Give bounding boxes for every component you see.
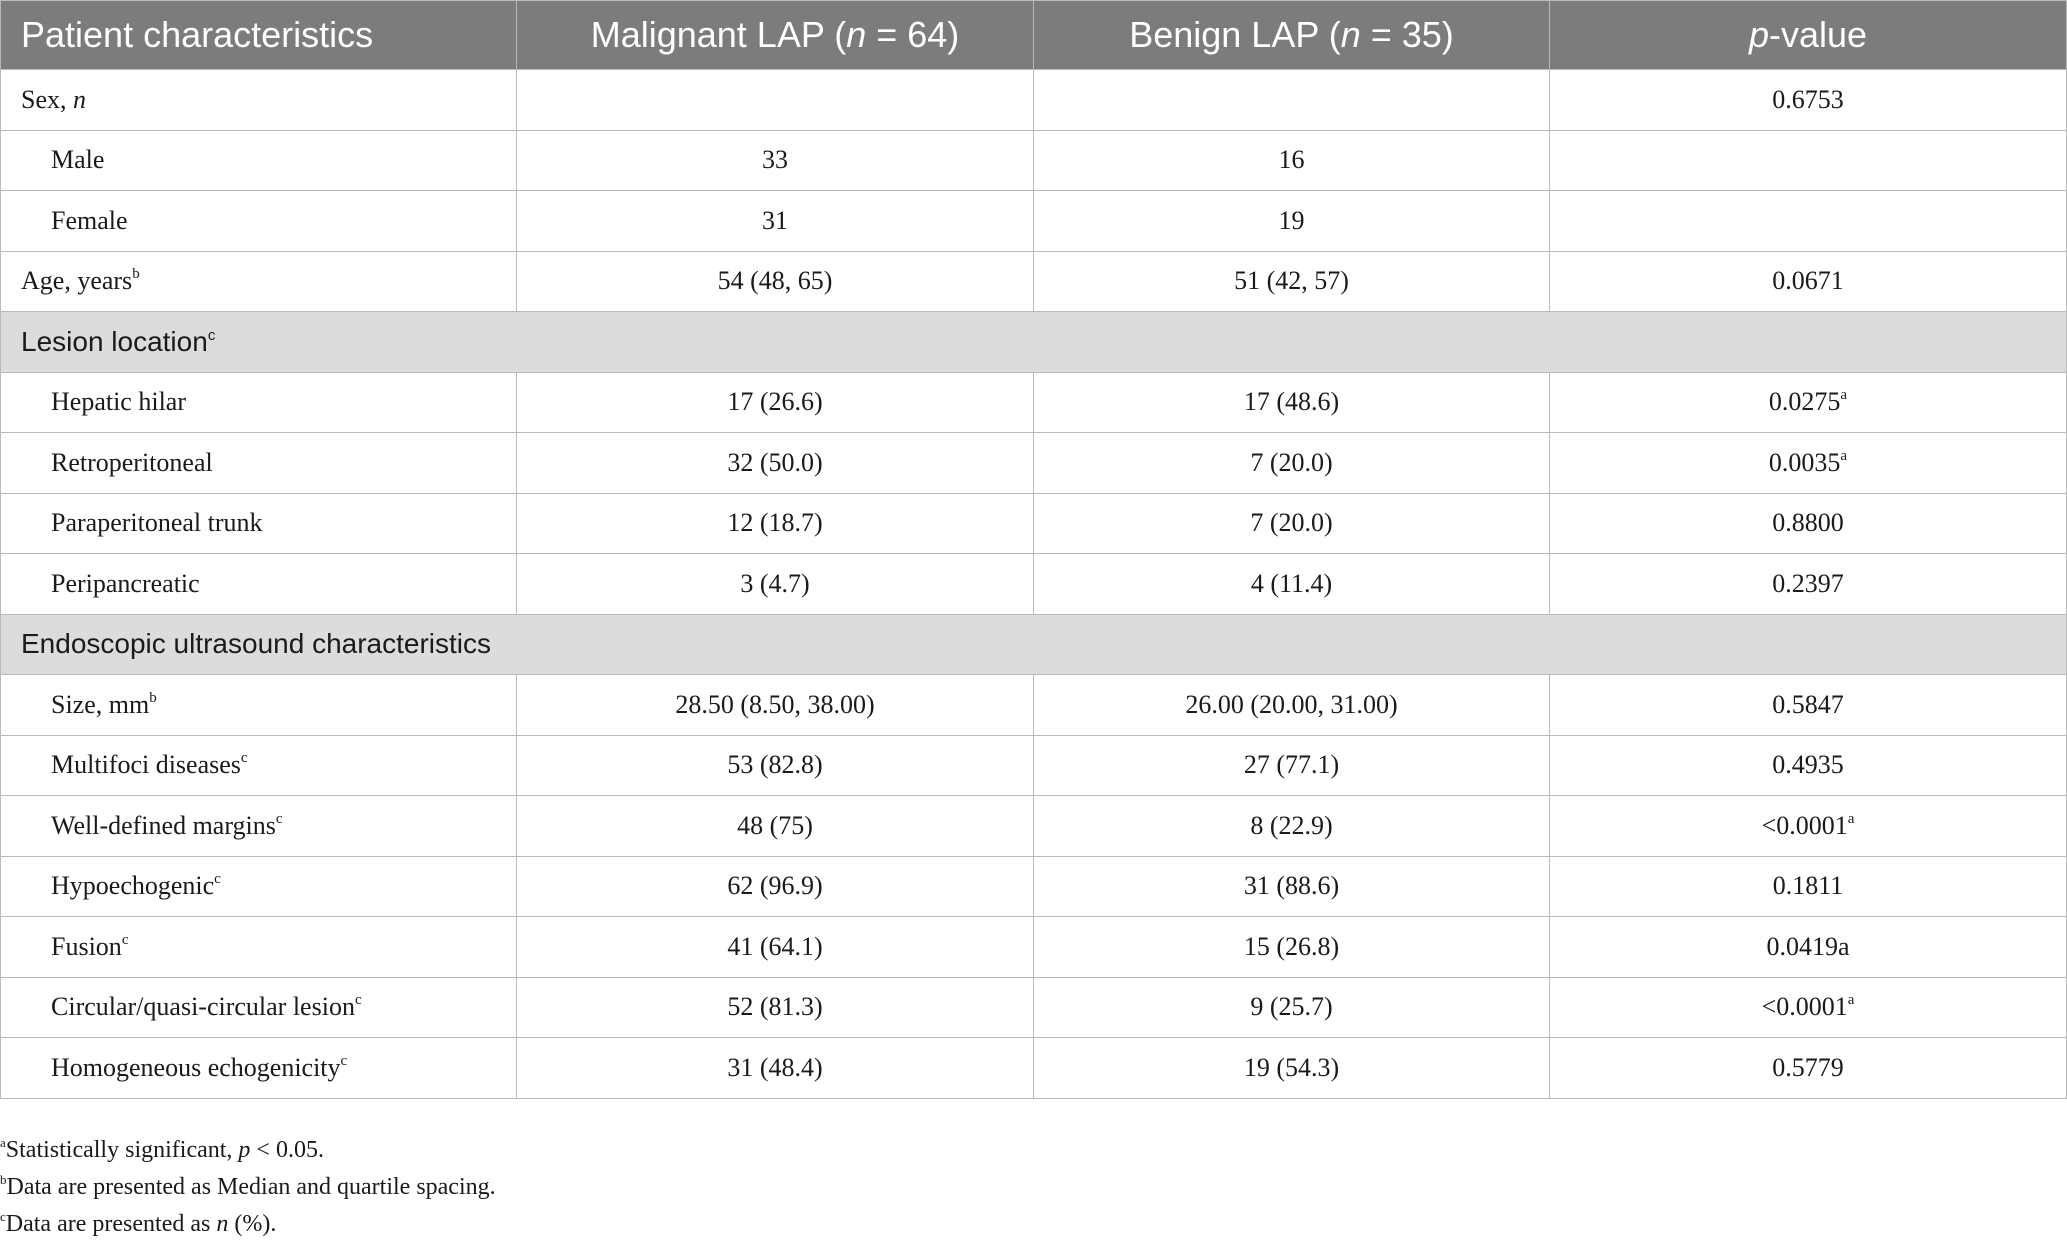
header-malignant-lap: Malignant LAP (n = 64): [517, 1, 1034, 70]
benign-value: [1034, 70, 1550, 131]
section-eus-characteristics: [1, 614, 2067, 675]
table-row-hepatic-hilar: [1, 372, 2067, 433]
malignant-value: 31: [517, 191, 1034, 252]
row-label: Multifoci diseases$^c$: [1, 735, 517, 796]
header-patient-characteristics: Patient characteristics: [1, 1, 517, 70]
row-label: Hypoechogenic$^c$: [1, 856, 517, 917]
row-label: Size, $mm^b$: [1, 675, 517, 736]
malignant-value: 41 (64.1): [517, 917, 1034, 978]
malignant-value: [517, 70, 1034, 131]
row-label: Female: [1, 191, 517, 252]
header-p-value: p-value: [1550, 1, 2067, 70]
benign-value: 7 (20.0): [1034, 433, 1550, 494]
benign-value: 8 (22.9): [1034, 796, 1550, 857]
malignant-value: 52 (81.3): [517, 977, 1034, 1038]
footnote-a: $^a$Statistically significant, p < 0.05.: [0, 1135, 324, 1163]
table-row-hypoechogenic: [1, 856, 2067, 917]
malignant-value: 17 (26.6): [517, 372, 1034, 433]
malignant-value: 48 (75): [517, 796, 1034, 857]
table-row-retroperitoneal: [1, 433, 2067, 494]
table-row-peripancreatic: [1, 554, 2067, 615]
row-label: Peripancreatic: [1, 554, 517, 615]
benign-value: 4 (11.4): [1034, 554, 1550, 615]
row-label: Homogeneous echogenicity$^c$: [1, 1038, 517, 1099]
p-value: 0.2397: [1550, 554, 2067, 615]
benign-value: 9 (25.7): [1034, 977, 1550, 1038]
table-row-homogeneous: [1, 1038, 2067, 1099]
benign-value: 51 (42, 57): [1034, 251, 1550, 312]
section-lesion-location: [1, 312, 2067, 373]
malignant-value: 12 (18.7): [517, 493, 1034, 554]
p-value: 0.5779: [1550, 1038, 2067, 1099]
benign-value: 26.00 (20.00, 31.00): [1034, 675, 1550, 736]
table-row-male: [1, 130, 2067, 191]
p-value: 0.0419a: [1550, 917, 2067, 978]
p-value: 0.5847: [1550, 675, 2067, 736]
malignant-value: 32 (50.0): [517, 433, 1034, 494]
benign-value: 15 (26.8): [1034, 917, 1550, 978]
row-label: Well-defined margins$^c$: [1, 796, 517, 857]
p-value: <0.0001$^a$: [1550, 796, 2067, 857]
table-row-female: [1, 191, 2067, 252]
p-value: 0.0671: [1550, 251, 2067, 312]
p-value: 0.1811: [1550, 856, 2067, 917]
header-benign-lap: Benign LAP (n = 35): [1034, 1, 1550, 70]
row-label: Circular/quasi-circular lesion$^c$: [1, 977, 517, 1038]
table-footnotes: [0, 1132, 496, 1243]
p-value: 0.6753: [1550, 70, 2067, 131]
malignant-value: 28.50 (8.50, 38.00): [517, 675, 1034, 736]
benign-value: 17 (48.6): [1034, 372, 1550, 433]
benign-value: 27 (77.1): [1034, 735, 1550, 796]
p-value: 0.4935: [1550, 735, 2067, 796]
table-row-fusion: [1, 917, 2067, 978]
benign-value: 16: [1034, 130, 1550, 191]
table-row-multifoci: [1, 735, 2067, 796]
p-value: <0.0001$^a$: [1550, 977, 2067, 1038]
p-value: [1550, 191, 2067, 252]
row-label: Age, years$^b$: [1, 251, 517, 312]
table-row-sex: [1, 70, 2067, 131]
malignant-value: 33: [517, 130, 1034, 191]
table-row-size: [1, 675, 2067, 736]
section-label: Endoscopic ultrasound characteristics: [1, 614, 2067, 675]
row-label: Fusion$^c$: [1, 917, 517, 978]
table-header-row: [1, 1, 2067, 70]
benign-value: 31 (88.6): [1034, 856, 1550, 917]
row-label: Male: [1, 130, 517, 191]
table-row-circular: [1, 977, 2067, 1038]
benign-value: 7 (20.0): [1034, 493, 1550, 554]
malignant-value: 3 (4.7): [517, 554, 1034, 615]
footnote-c: $^c$Data are presented as n (%).: [0, 1209, 277, 1237]
p-value: 0.0275$^a$: [1550, 372, 2067, 433]
row-label: Retroperitoneal: [1, 433, 517, 494]
p-value: 0.8800: [1550, 493, 2067, 554]
footnote-b: $^b$Data are presented as Median and quartile spacing.: [0, 1172, 496, 1200]
malignant-value: 53 (82.8): [517, 735, 1034, 796]
benign-value: 19 (54.3): [1034, 1038, 1550, 1099]
section-label: Lesion location$^c$: [1, 312, 2067, 373]
p-value: 0.0035$^a$: [1550, 433, 2067, 494]
p-value: [1550, 130, 2067, 191]
row-label: Hepatic hilar: [1, 372, 517, 433]
row-label: Paraperitoneal trunk: [1, 493, 517, 554]
table-row-age: [1, 251, 2067, 312]
malignant-value: 62 (96.9): [517, 856, 1034, 917]
table-row-paraperitoneal: [1, 493, 2067, 554]
table-row-margins: [1, 796, 2067, 857]
benign-value: 19: [1034, 191, 1550, 252]
malignant-value: 31 (48.4): [517, 1038, 1034, 1099]
row-label: Sex, n: [1, 70, 517, 131]
malignant-value: 54 (48, 65): [517, 251, 1034, 312]
